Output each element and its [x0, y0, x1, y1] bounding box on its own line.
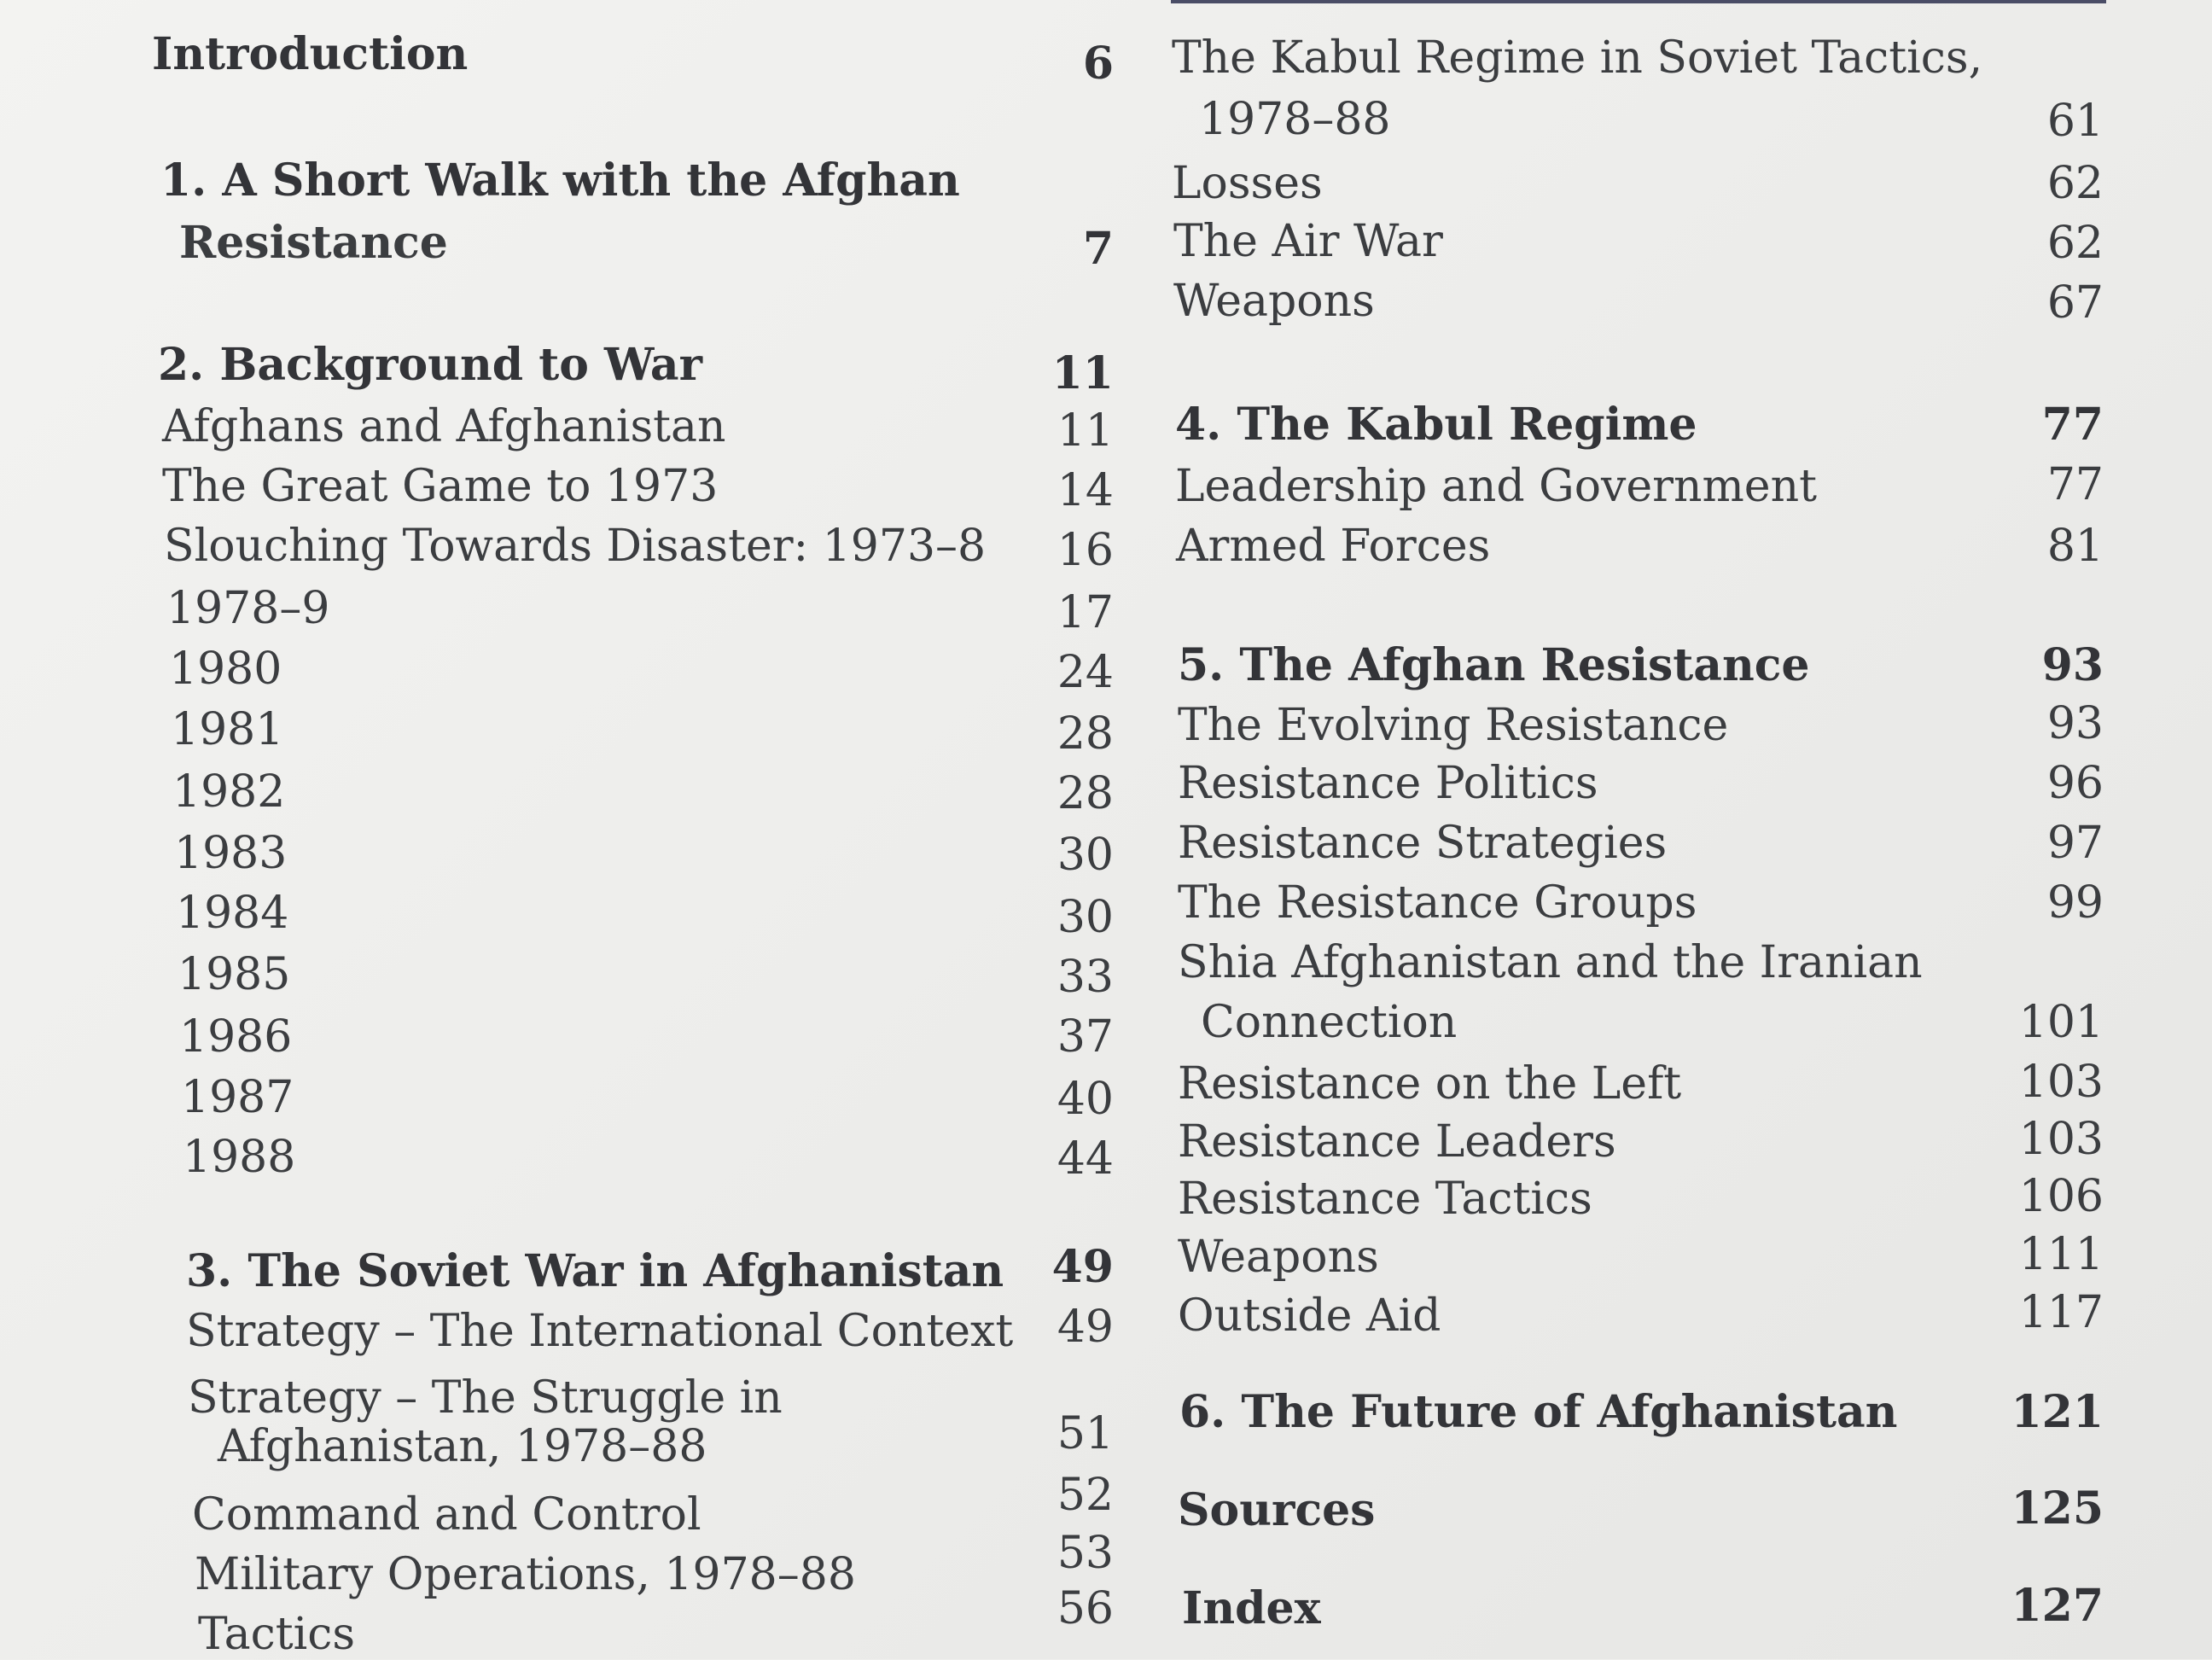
toc-entry-page-number: 125 [2011, 1482, 2104, 1535]
toc-entry-page-number: 7 [1082, 223, 1114, 275]
toc-entry-page-number: 24 [1057, 647, 1114, 698]
toc-entry-page-number: 111 [2018, 1229, 2104, 1280]
toc-entry-title: 1987 [181, 1072, 294, 1123]
toc-entry-title: The Air War [1173, 216, 1443, 267]
toc-entry-title: The Resistance Groups [1178, 877, 1697, 929]
toc-entry-page-number: 77 [2041, 399, 2104, 451]
toc-entry-title: Resistance Politics [1178, 758, 1598, 809]
toc-entry-page-number: 127 [2011, 1580, 2104, 1632]
toc-entry-page-number: 30 [1057, 830, 1114, 881]
top-rule [1171, 0, 2106, 3]
toc-entry-title-continued: Resistance [179, 217, 448, 269]
toc-entry-title-continued: Afghanistan, 1978–88 [218, 1421, 707, 1472]
toc-entry-title: 1981 [171, 704, 284, 755]
toc-entry-page-number: 49 [1051, 1241, 1114, 1293]
toc-entry-page-number: 28 [1057, 768, 1114, 819]
toc-entry-page-number: 49 [1057, 1302, 1114, 1353]
toc-entry-title: Sources [1178, 1484, 1376, 1536]
toc-entry-page-number: 53 [1057, 1528, 1114, 1579]
toc-entry-page-number: 62 [2046, 158, 2104, 209]
toc-entry-page-number: 93 [2041, 639, 2104, 691]
toc-entry-page-number: 6 [1082, 38, 1114, 90]
toc-entry-page-number: 96 [2046, 758, 2104, 809]
toc-entry-page-number: 51 [1057, 1408, 1114, 1459]
toc-entry-title: Index [1182, 1582, 1321, 1634]
toc-entry-page-number: 56 [1057, 1583, 1114, 1634]
toc-entry-title: The Great Game to 1973 [162, 461, 719, 512]
toc-entry-title: 1983 [174, 828, 288, 879]
toc-entry-title: 2. Background to War [158, 339, 703, 391]
toc-entry-title: Afghans and Afghanistan [162, 401, 726, 452]
toc-entry-page-number: 121 [2011, 1386, 2104, 1438]
toc-entry-title: Introduction [152, 28, 469, 80]
toc-entry-page-number: 52 [1057, 1470, 1114, 1521]
toc-entry-title: Armed Forces [1176, 521, 1491, 572]
toc-entry-page-number: 67 [2046, 277, 2104, 329]
toc-entry-page-number: 11 [1057, 405, 1114, 457]
toc-entry-page-number: 28 [1057, 708, 1114, 760]
toc-entry-page-number: 77 [2046, 459, 2104, 510]
toc-entry-page-number: 81 [2046, 521, 2104, 572]
toc-entry-page-number: 61 [2046, 96, 2104, 147]
toc-entry-title: 1980 [169, 644, 282, 695]
toc-entry-page-number: 117 [2018, 1287, 2104, 1338]
toc-entry-title: The Kabul Regime in Soviet Tactics, [1172, 32, 1983, 84]
toc-entry-title: 1978–9 [166, 583, 330, 634]
toc-entry-page-number: 11 [1051, 347, 1114, 399]
toc-entry-page-number: 97 [2046, 818, 2104, 869]
toc-entry-title-continued: 1978–88 [1199, 94, 1391, 145]
toc-entry-page-number: 33 [1057, 952, 1114, 1003]
toc-entry-page-number: 101 [2018, 997, 2104, 1048]
toc-entry-page-number: 40 [1057, 1074, 1114, 1125]
toc-entry-title: Resistance on the Left [1178, 1058, 1682, 1110]
toc-entry-title: Military Operations, 1978–88 [195, 1549, 856, 1600]
toc-entry-title: Losses [1172, 158, 1323, 209]
toc-entry-page-number: 103 [2018, 1057, 2104, 1108]
toc-entry-title: 1984 [176, 888, 289, 939]
toc-entry-page-number: 17 [1057, 587, 1114, 638]
toc-entry-title: 3. The Soviet War in Afghanistan [186, 1245, 1004, 1297]
toc-entry-title: Shia Afghanistan and the Iranian [1178, 937, 1923, 988]
toc-entry-title: Weapons [1178, 1232, 1379, 1283]
toc-entry-title: 1. A Short Walk with the Afghan [160, 154, 960, 207]
toc-entry-page-number: 99 [2046, 877, 2104, 929]
toc-entry-title-continued: Connection [1201, 997, 1458, 1048]
toc-entry-title: 1988 [183, 1132, 296, 1183]
toc-entry-title: 1985 [178, 949, 291, 1000]
toc-entry-title: Resistance Leaders [1178, 1116, 1616, 1168]
toc-entry-title: The Evolving Resistance [1178, 700, 1729, 751]
toc-entry-page-number: 37 [1057, 1011, 1114, 1063]
toc-entry-page-number: 30 [1057, 892, 1114, 943]
toc-entry-page-number: 14 [1057, 465, 1114, 516]
toc-entry-page-number: 93 [2046, 698, 2104, 749]
toc-entry-title: Strategy – The Struggle in [188, 1372, 783, 1424]
toc-entry-page-number: 103 [2018, 1114, 2104, 1165]
toc-entry-title: Leadership and Government [1175, 461, 1817, 512]
toc-entry-title: 4. The Kabul Regime [1175, 399, 1697, 451]
toc-entry-title: Strategy – The International Context [186, 1306, 1014, 1357]
toc-entry-page-number: 106 [2018, 1171, 2104, 1222]
toc-entry-title: 1982 [172, 766, 286, 818]
toc-entry-title: Command and Control [192, 1489, 701, 1541]
toc-entry-title: 1986 [179, 1011, 293, 1063]
toc-entry-page-number: 16 [1057, 525, 1114, 576]
toc-entry-page-number: 62 [2046, 218, 2104, 269]
toc-entry-page-number: 44 [1057, 1133, 1114, 1185]
toc-entry-title: Tactics [198, 1609, 356, 1660]
toc-entry-title: Resistance Strategies [1178, 818, 1668, 869]
toc-entry-title: 5. The Afghan Resistance [1178, 639, 1810, 691]
toc-entry-title: Slouching Towards Disaster: 1973–8 [164, 521, 987, 572]
toc-entry-title: Resistance Tactics [1178, 1174, 1592, 1225]
toc-entry-title: Outside Aid [1178, 1290, 1441, 1342]
toc-entry-title: 6. The Future of Afghanistan [1179, 1386, 1898, 1438]
toc-entry-title: Weapons [1173, 276, 1375, 327]
